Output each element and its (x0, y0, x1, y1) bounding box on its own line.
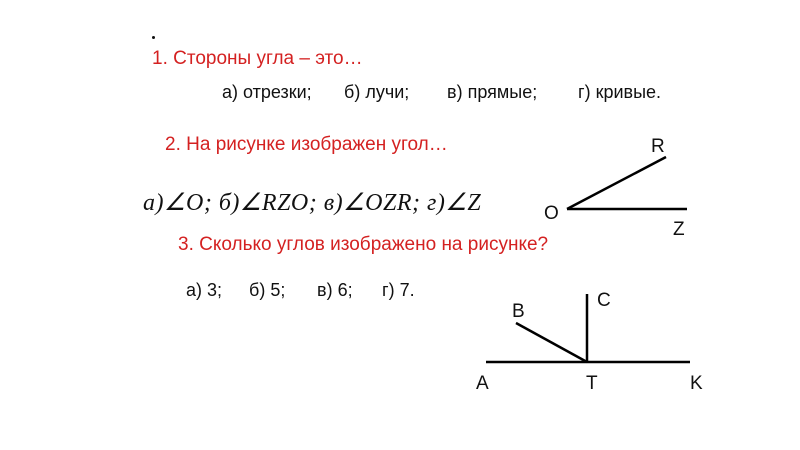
q3-option-b: б) 5; (249, 280, 286, 300)
question-1-options (222, 82, 661, 103)
label-t: T (586, 373, 598, 394)
q3-option-c: в) 6; (317, 280, 353, 300)
q3-option-a: а) 3; (186, 280, 223, 300)
label-r: R (651, 136, 665, 157)
q1-option-d: г) кривые. (578, 82, 662, 102)
question-2-formula: а)∠O; б)∠RZO; в)∠OZR; г)∠Z (143, 190, 482, 216)
question-3-options (186, 280, 415, 301)
label-z: Z (673, 219, 685, 240)
q1-option-a: а) отрезки; (222, 82, 312, 102)
q1-option-b: б) лучи; (344, 82, 410, 102)
ray-or (567, 157, 666, 209)
label-b: B (512, 301, 525, 322)
label-a: A (476, 373, 489, 394)
label-o: O (544, 203, 559, 224)
label-k: K (690, 373, 703, 394)
q3-option-d: г) 7. (382, 280, 415, 300)
question-1-text: 1. Стороны угла – это… (152, 48, 363, 69)
ray-tb (516, 323, 587, 362)
question-2-text: 2. На рисунке изображен угол… (165, 134, 448, 155)
decorative-dot (152, 36, 155, 39)
q1-option-c: в) прямые; (447, 82, 538, 102)
question-3-text: 3. Сколько углов изображено на рисунке? (178, 234, 549, 255)
label-c: C (597, 290, 611, 311)
